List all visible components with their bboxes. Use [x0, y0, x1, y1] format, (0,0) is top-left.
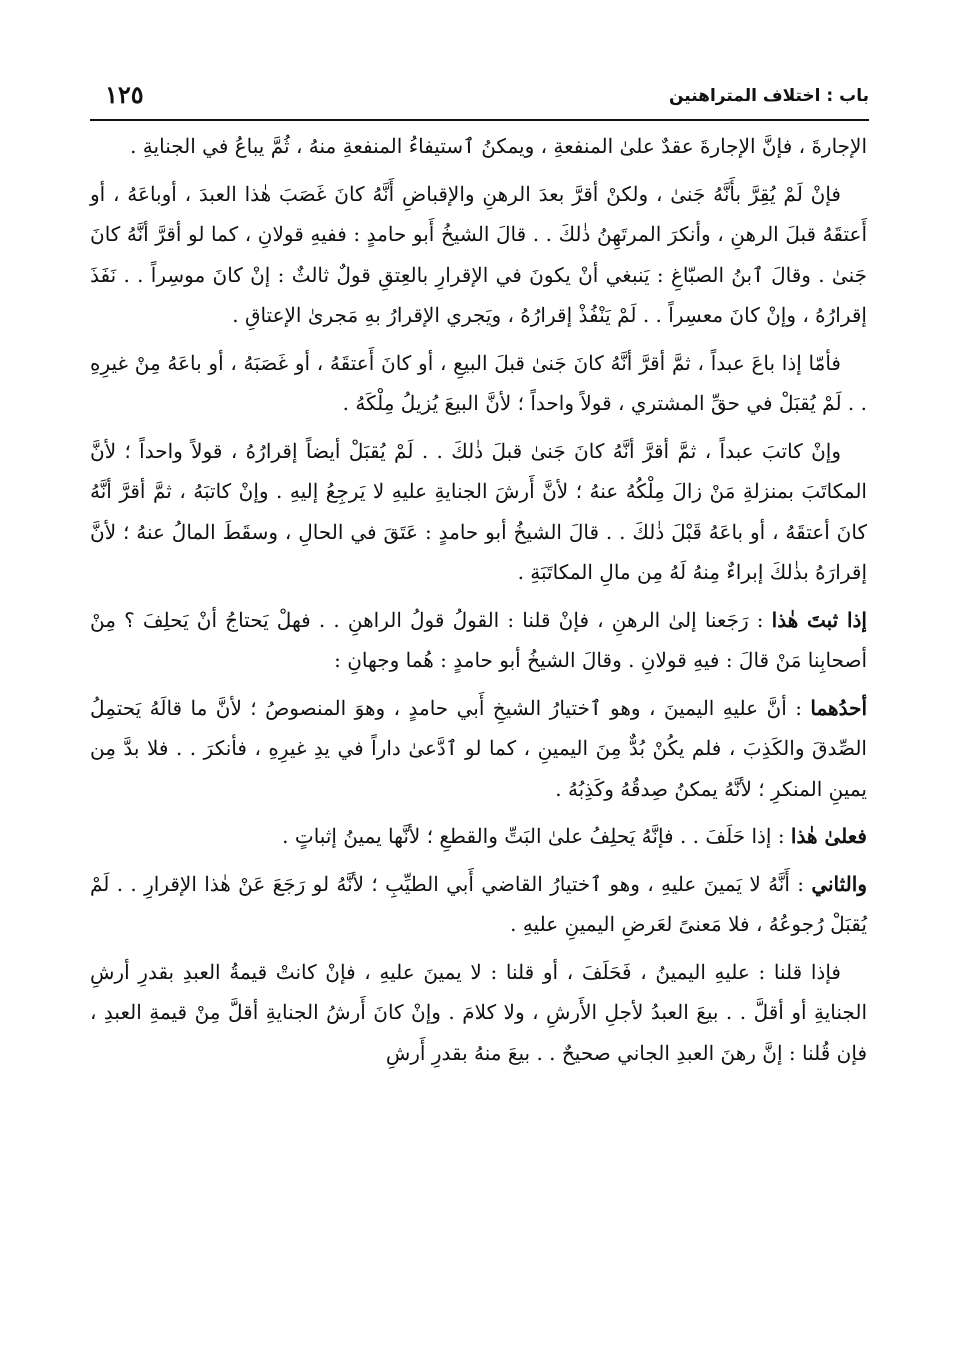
paragraph-text: فإذا قلنا : عليهِ اليمينُ ، فَحَلَفَ ، أو قلنا : لا يمينَ عليهِ ، فإنْ كانتْ قيمةُ العبدِ بقدرِ أرشِ الجنايةِ أو أقلَّ . . بيعَ العبدُ لأجلِ الأَرشِ ، ولا كلامَ . وإنْ كانَ أَرشُ الجنايةِ أقلَّ مِنْ قيمةِ العبدِ ، فإن قُلنا : إنَّ رهنَ العبدِ الجاني صحيحٌ . . بيعَ منهُ بقدرِ أَرشِ — [90, 959, 867, 1065]
paragraph-text: الإجارةَ ، فإنَّ الإجارةَ عقدٌ علىٰ المنفعةِ ، ويمكنُ ٱستيفاءُ المنفعةِ منهُ ، ثُمَّ يباعُ في الجنايةِ . — [130, 134, 867, 158]
paragraph-text: : إذا حَلَفَ . . فإنَّهُ يَحلِفُ علىٰ البَتِّ والقطعِ ؛ لأنَّها يمينُ إثباتٍ . — [282, 824, 791, 848]
paragraph-lead: إذا ثبتَ هٰذا — [771, 607, 867, 632]
running-header — [105, 80, 869, 114]
paragraph-lead: والثاني — [811, 871, 867, 896]
paragraph-lead: فعلىٰ هٰذا — [790, 824, 867, 848]
paragraph-lead: أحدُهما — [810, 695, 867, 720]
paragraph — [90, 816, 867, 857]
paragraph — [90, 600, 867, 681]
body-text — [90, 126, 867, 1073]
paragraph — [90, 174, 867, 336]
paragraph-text: وإنْ كاتبَ عبداً ، ثمَّ أقرَّ أنَّهُ كانَ جَنىٰ قبلَ ذٰلكَ . . لَمْ يُقبَلْ أيضاً إقرارُهُ ، قولاً واحداً ؛ لأنَّ المكاتَبَ بمنزلةِ مَنْ زالَ مِلْكُهُ عنهُ ؛ لأنَّ أَرشَ الجنايةِ عليهِ لا يَرجِعُ إليهِ . وإنْ كاتبَهُ ، ثمَّ أقرَّ أنَّهُ كانَ أعتقَهُ ، أو باعَهُ قَبْلَ ذٰلكَ . . قالَ الشيخُ أبو حامدٍ : عَتَقَ في الحالِ ، وسقَطَ المالُ عنهُ ؛ لأنَّ إقرارَهُ بذٰلكَ إبراءٌ مِنهُ لَهُ مِن مالِ المكاتَبَةِ . — [90, 438, 867, 584]
paragraph — [90, 343, 867, 424]
paragraph-text: فأمّا إذا باعَ عبداً ، ثمَّ أقرَّ أنَّهُ كانَ جَنىٰ قبلَ البيعِ ، أو كانَ أَعتقَهُ ، أو غَصَبَهُ ، أو باعَهُ مِنْ غيرِهِ . . لَمْ يُقبَلْ في حقِّ المشتري ، قولاً واحداً ؛ لأنَّ البيعَ يُزيلُ مِلْكَهُ . — [90, 350, 867, 415]
paragraph — [90, 688, 867, 810]
page-number: ١٢٥ — [105, 80, 144, 109]
paragraph — [90, 952, 867, 1074]
chapter-title: باب : اختلاف المتراهنين — [669, 86, 869, 106]
header-rule — [90, 119, 869, 121]
paragraph — [90, 864, 867, 945]
paragraph — [90, 126, 867, 167]
paragraph-text: : أَنَّهُ لا يَمينَ عليهِ ، وهو ٱختيارُ القاضي أَبي الطيِّبِ ؛ لأنَّهُ لو رَجَعَ عَنْ هٰذا الإقرارِ . . لَمْ يُقبَلْ رُجوعُهُ ، فلا مَعنىً لعَرضِ اليمينِ عليهِ . — [90, 871, 867, 936]
paragraph-text: فإنْ لَمْ يُقِرَّ بأَنَّهُ جَنىٰ ، ولكنْ أقرَّ بعدَ الرهنِ والإقباضِ أَنَّهُ كانَ غَصَبَ هٰذا العبدَ ، أوباعَهُ ، أو أَعتقَهُ قبلَ الرهنِ ، وأنكرَ المرتَهِنُ ذٰلكَ . . قالَ الشيخُ أَبو حامدٍ : ففيهِ قولانِ ، كما لو أقرَّ أنَّهُ كانَ جَنىٰ . وقالَ ٱبنُ الصبّاغِ : يَنبغي أنْ يكونَ في الإقرارِ بالعِتقِ قولٌ ثالثٌ : إنْ كانَ موسِراً . . نَفَذَ إقرارُهُ ، وإنْ كانَ معسِراً . . لَمْ يَنْفُذْ إقرارُهُ ، ويَجري الإقرارُ بهِ مَجرىٰ الإعتاقِ . — [90, 181, 867, 327]
paragraph-text: : رَجَعنا إلىٰ الرهنِ ، فإنْ قلنا : القولُ قولُ الراهنِ . . فهلْ يَحتاجُ أنْ يَحلِفَ ؟ مِنْ أصحابِنا مَنْ قالَ : فيهِ قولانِ . وقالَ الشيخُ أبو حامدٍ : هُما وجهانِ : — [90, 607, 867, 672]
paragraph — [90, 431, 867, 593]
paragraph-text: : أنَّ عليهِ اليمينَ ، وهو ٱختيارُ الشيخِ أَبي حامدٍ ، وهوَ المنصوصُ ؛ لأنَّ ما قالَهُ يَحتمِلُ الصِّدقَ والكَذِبَ ، فلم يكُنْ بُدٌّ مِنَ اليمينِ ، كما لو ٱدَّعىٰ داراً في يدِ غيرِهِ ، فأنكرَ . . فلا بدَّ مِن يمينِ المنكرِ ؛ لأنَّهُ يمكنُ صِدقُهُ وكَذِبُهُ . — [90, 695, 867, 801]
